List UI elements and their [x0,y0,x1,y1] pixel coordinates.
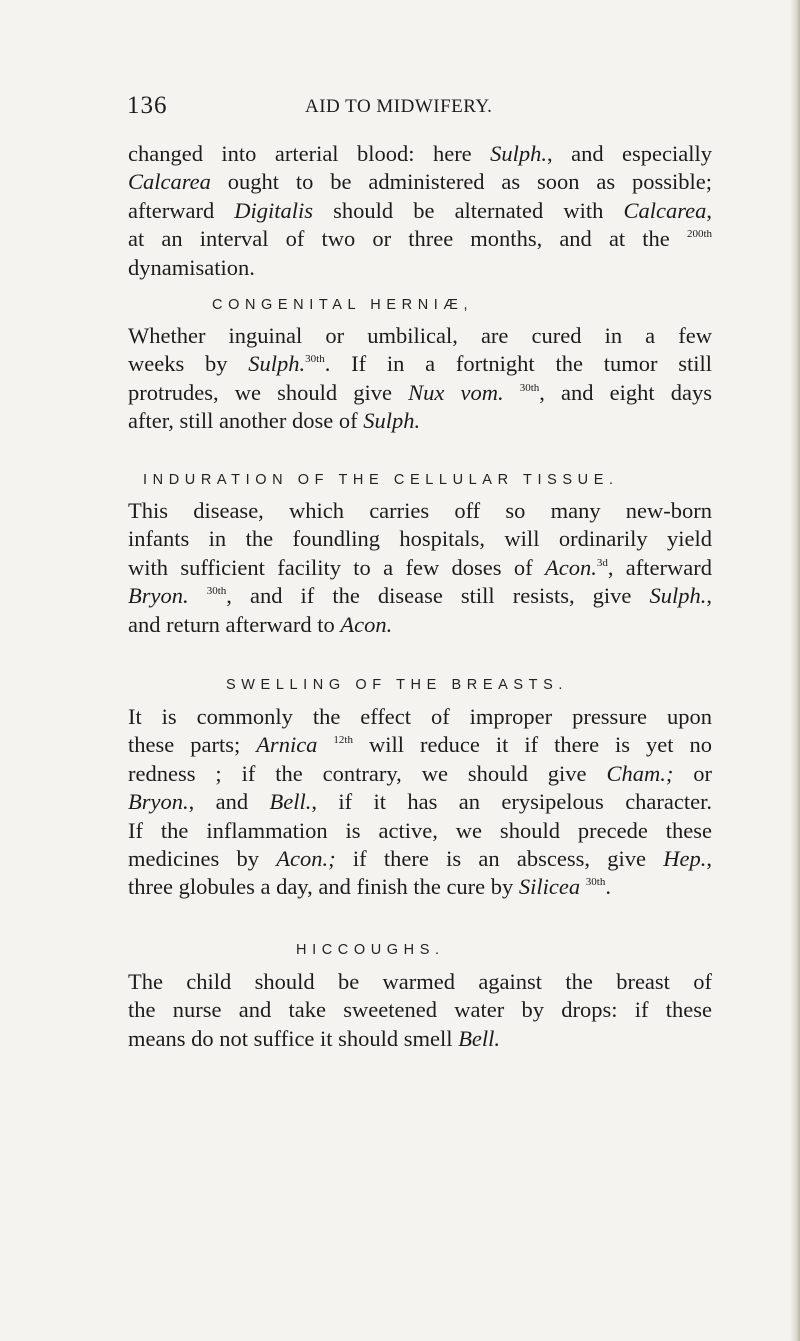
text-line: Calcarea ought to be administered as soon as possible; [128,169,712,195]
text-line: Bryon. $^{30th}$, and if the disease still resists, give Sulph., [128,583,712,609]
text-line: Bryon., and Bell., if it has an erysipelous character. [128,789,712,815]
section-heading-swelling: SWELLING OF THE BREASTS. [226,677,569,693]
text-line: Whether inguinal or umbilical, are cured in a few [128,323,712,348]
text-line: dynamisation. [128,254,255,280]
text-line: It is commonly the effect of improper pressure upon [128,704,712,729]
text-line: medicines by Acon.; if there is an abscess, give Hep., [128,846,712,872]
section-heading-hiccoughs: HICCOUGHS. [296,942,445,958]
text-line: If the inflammation is active, we should precede these [128,817,712,843]
page-number: 136 [127,92,168,119]
text-line: infants in the foundling hospitals, will ordinarily yield [128,526,712,552]
text-line: with sufficient facility to a few doses of Acon.$^{3d}$, afterward [128,554,712,580]
swelling-paragraph [128,703,712,902]
hernia-paragraph [128,322,712,436]
hiccoughs-paragraph [128,968,712,1053]
text-line: The child should be warmed against the breast of [128,969,712,994]
page-edge-shadow [790,0,800,1341]
text-line: three globules a day, and finish the cure by Silicea $^{30th}$. [128,874,611,900]
text-line: means do not suffice it should smell Bell. [128,1025,501,1051]
text-line: at an interval of two or three months, and at the $^{200th}$ [128,226,712,252]
running-head: AID TO MIDWIFERY. [305,96,493,117]
section-heading-hernia: CONGENITAL HERNIÆ, [212,297,474,313]
text-line: afterward Digitalis should be alternated with Calcarea, [128,197,712,223]
text-line: This disease, which carries off so many new-born [128,498,712,523]
text-line: weeks by Sulph.$^{30th}$. If in a fortnight the tumor still [128,351,712,377]
page-header [127,92,687,122]
text-line: after, still another dose of Sulph. [128,408,421,434]
intro-paragraph [128,140,712,282]
section-heading-induration: INDURATION OF THE CELLULAR TISSUE. [143,472,619,488]
induration-paragraph [128,497,712,639]
text-line: changed into arterial blood: here Sulph., and especially [128,141,712,166]
text-line: redness ; if the contrary, we should give Cham.; or [128,760,712,786]
text-line: and return afterward to Acon. [128,611,393,637]
text-line: protrudes, we should give Nux vom. $^{30th}$, and eight days [128,379,713,405]
text-line: the nurse and take sweetened water by drops: if these [128,997,712,1023]
text-line: these parts; Arnica $^{12th}$ will reduce it if there is yet no [128,732,712,758]
